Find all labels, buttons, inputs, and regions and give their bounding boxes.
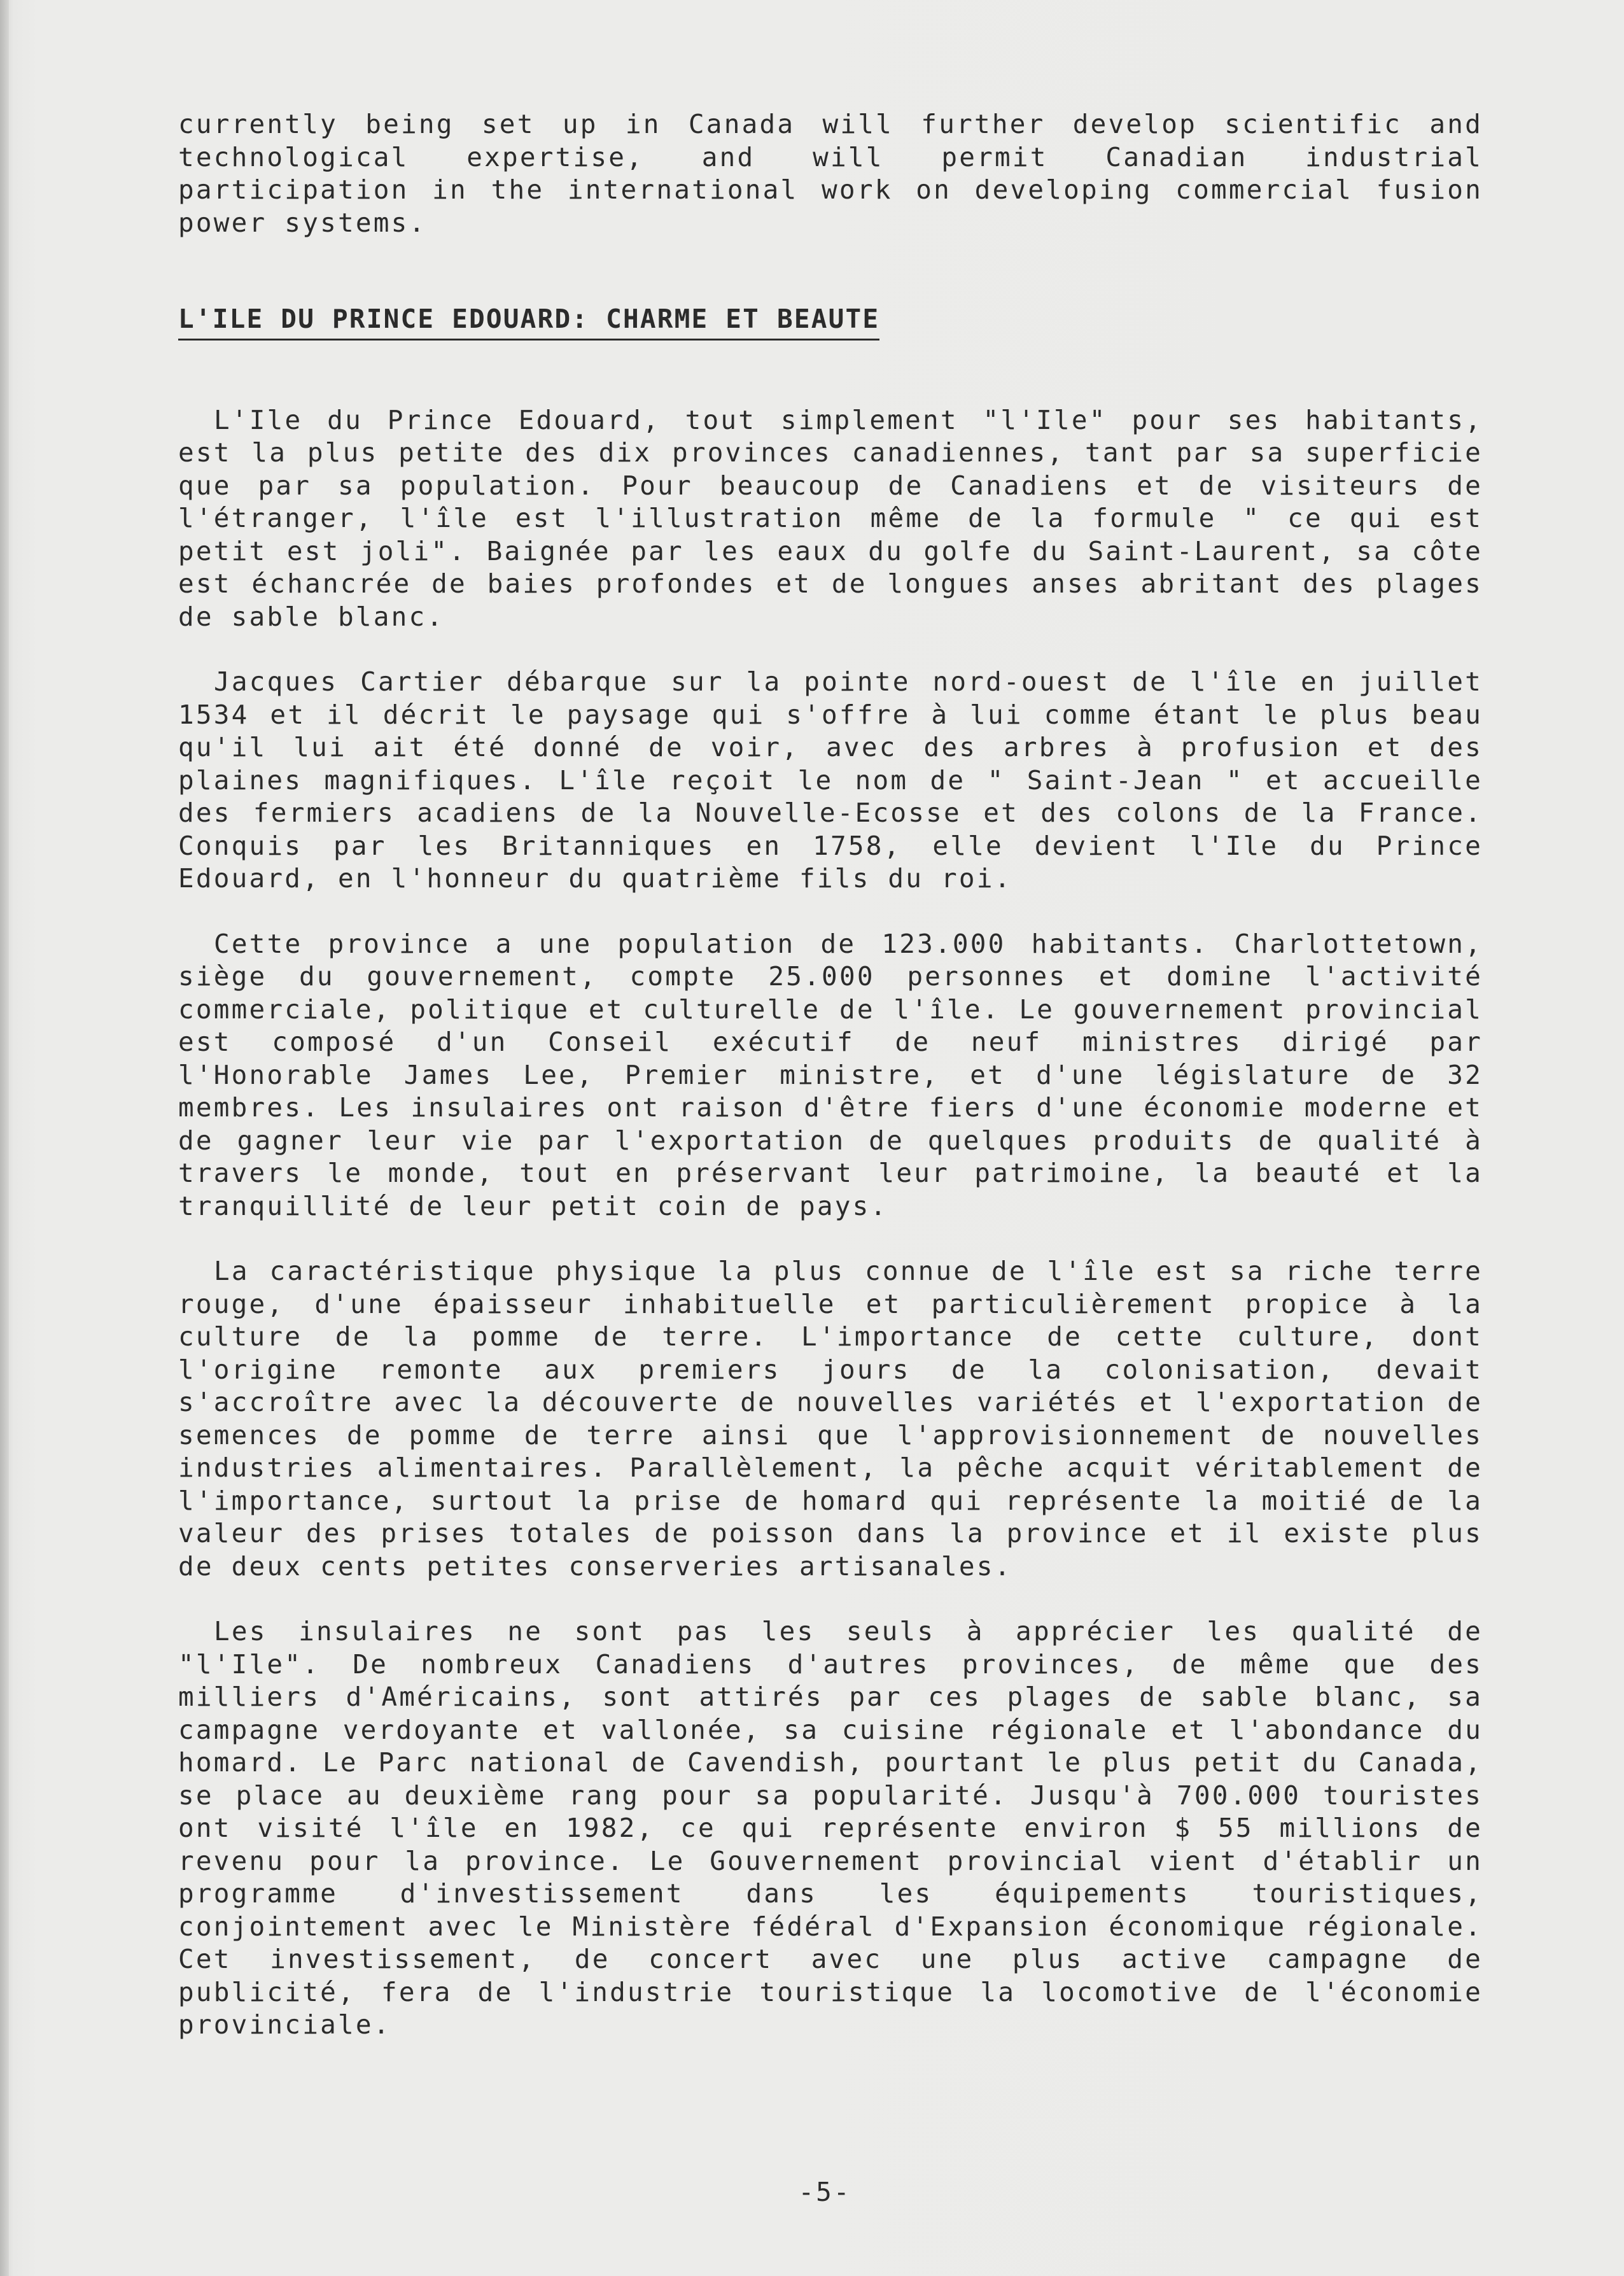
- spacer: [178, 1223, 1483, 1255]
- spacer: [178, 341, 1483, 404]
- spacer: [178, 633, 1483, 666]
- page-binding-edge: [0, 0, 9, 2276]
- intro-paragraph: currently being set up in Canada will further develop scientific and technological expertise, and will permit Canadian industrial participation in the international work on developing commercial fusion power systems.: [178, 109, 1483, 238]
- paragraph-tourism: Les insulaires ne sont pas les seuls à apprécier les qualité de "l'Ile". De nombreux Canadiens d'autres provinces, de même que des milliers d'Américains, sont attirés par ces plages de sable blanc, sa campagne verdoyante et vallonée, sa cuisine régionale et l'abondance du homard. Le Parc national de Cavendish, pourtant le plus petit du Canada, se place au deuxième rang pour sa popularité. Jusqu'à 700.000 touristes ont visité l'île en 1982, ce qui représente environ $ 55 millions de revenu pour la province. Le Gouvernement provincial vient d'établir un programme d'investissement dans les équipements touristiques, conjointement avec le Ministère fédéral d'Expansion économique régionale. Cet investissement, de concert avec une plus active campagne de publicité, fera de l'industrie touristique la locomotive de l'économie provinciale.: [178, 1616, 1483, 2040]
- paragraph-agriculture-fishing: La caractéristique physique la plus connue de l'île est sa riche terre rouge, d'une épaisseur inhabituelle et particulièrement propice à la culture de la pomme de terre. L'importance de cette culture, dont l'origine remonte aux premiers jours de la colonisation, devait s'accroître avec la découverte de nouvelles variétés et l'exportation de semences de pomme de terre ainsi que l'approvisionnement de nouvelles industries alimentaires. Parallèlement, la pêche acquit véritablement de l'importance, surtout la prise de homard qui représente la moitié de la valeur des prises totales de poisson dans la province et il existe plus de deux cents petites conserveries artisanales.: [178, 1256, 1483, 1582]
- page-number: -5-: [798, 2177, 851, 2207]
- spacer: [178, 1583, 1483, 1615]
- paragraph-island-overview: L'Ile du Prince Edouard, tout simplement "l'Ile" pour ses habitants, est la plus petite des dix provinces canadiennes, tant par sa superficie que par sa population. Pour beaucoup de Canadiens et de visiteurs de l'étranger, l'île est l'illustration même de la formule " ce qui est petit est joli". Baignée par les eaux du golfe du Saint-Laurent, sa côte est échancrée de baies profondes et de longues anses abritant des plages de sable blanc.: [178, 404, 1483, 632]
- paragraph-history: Jacques Cartier débarque sur la pointe nord-ouest de l'île en juillet 1534 et il décrit le paysage qui s'offre à lui comme étant le plus beau qu'il lui ait été donné de voir, avec des arbres à profusion et des plaines magnifiques. L'île reçoit le nom de " Saint-Jean " et accueille des fermiers acadiens de la Nouvelle-Ecosse et des colons de la France. Conquis par les Britanniques en 1758, elle devient l'Ile du Prince Edouard, en l'honneur du quatrième fils du roi.: [178, 666, 1483, 894]
- spacer: [178, 239, 1483, 303]
- section-heading: L'ILE DU PRINCE EDOUARD: CHARME ET BEAUTE: [178, 303, 879, 341]
- paragraph-population-government: Cette province a une population de 123.000 habitants. Charlottetown, siège du gouvernement, compte 25.000 personnes et domine l'activité commerciale, politique et culturelle de l'île. Le gouvernement provincial est composé d'un Conseil exécutif de neuf ministres dirigé par l'Honorable James Lee, Premier ministre, et d'une législature de 32 membres. Les insulaires ont raison d'être fiers d'une économie moderne et de gagner leur vie par l'exportation de quelques produits de qualité à travers le monde, tout en préservant leur patrimoine, la beauté et la tranquillité de leur petit coin de pays.: [178, 928, 1483, 1221]
- document-body: [178, 108, 1483, 2042]
- spacer: [178, 896, 1483, 928]
